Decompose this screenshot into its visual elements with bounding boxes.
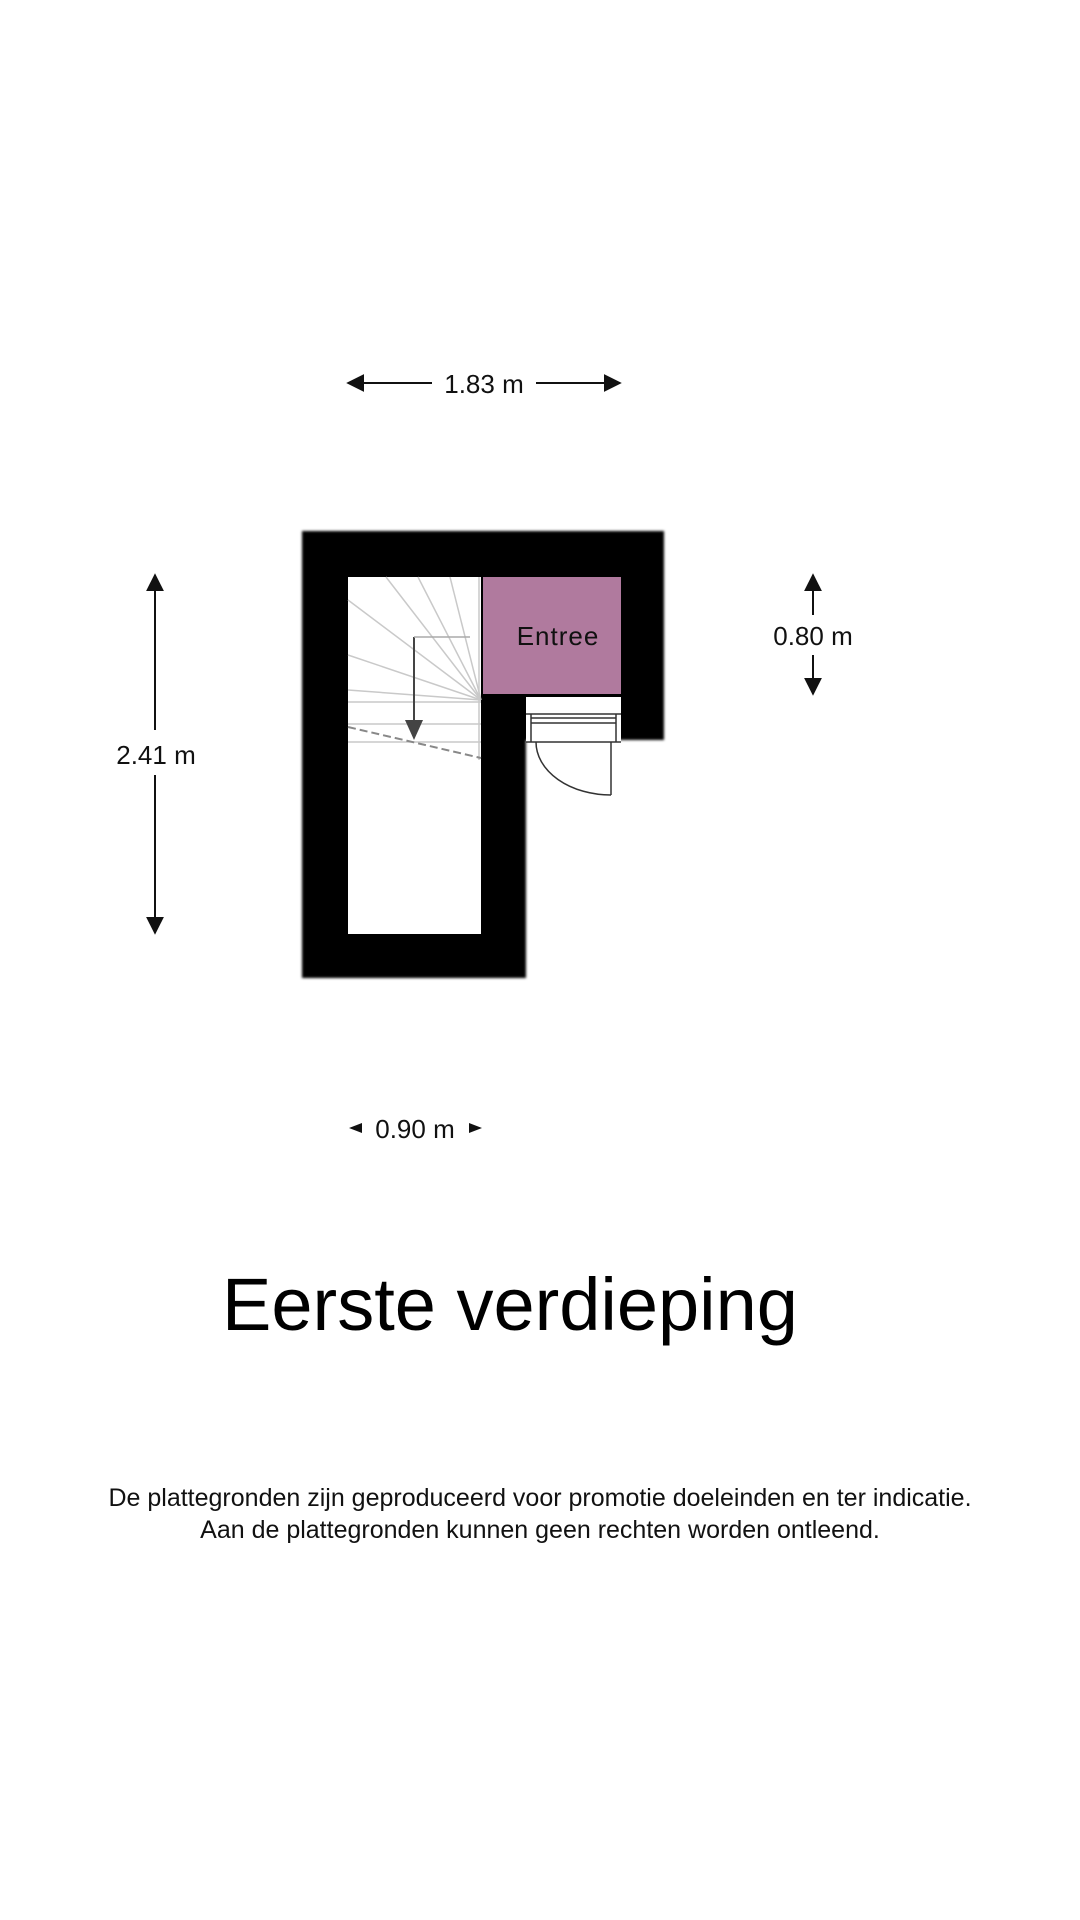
- dimension-label-bottom: 0.90 m: [375, 1114, 455, 1144]
- dimension-label-left: 2.41 m: [116, 740, 196, 770]
- dimension-arrow-left: [349, 1123, 362, 1133]
- stairwell-floor: [348, 577, 481, 934]
- dimension-left-height: [116, 575, 196, 933]
- door-opening: [526, 697, 621, 742]
- room-entree-label: Entree: [516, 621, 600, 651]
- dimension-arrow-right: [469, 1123, 482, 1133]
- dimension-right-height: [773, 575, 853, 694]
- dimension-label-top: 1.83 m: [444, 369, 524, 399]
- disclaimer-line-1: De plattegronden zijn geproduceerd voor promotie doeleinden en ter indicatie.: [108, 1484, 972, 1512]
- dimension-label-right: 0.80 m: [773, 621, 853, 651]
- dimension-bottom-width: [349, 1114, 482, 1144]
- door-swing: [536, 742, 611, 795]
- disclaimer-line-2: Aan de plattegronden kunnen geen rechten worden ontleend.: [200, 1516, 880, 1544]
- floor-title: Eerste verdieping: [222, 1263, 798, 1346]
- dimension-top-width: [348, 369, 620, 399]
